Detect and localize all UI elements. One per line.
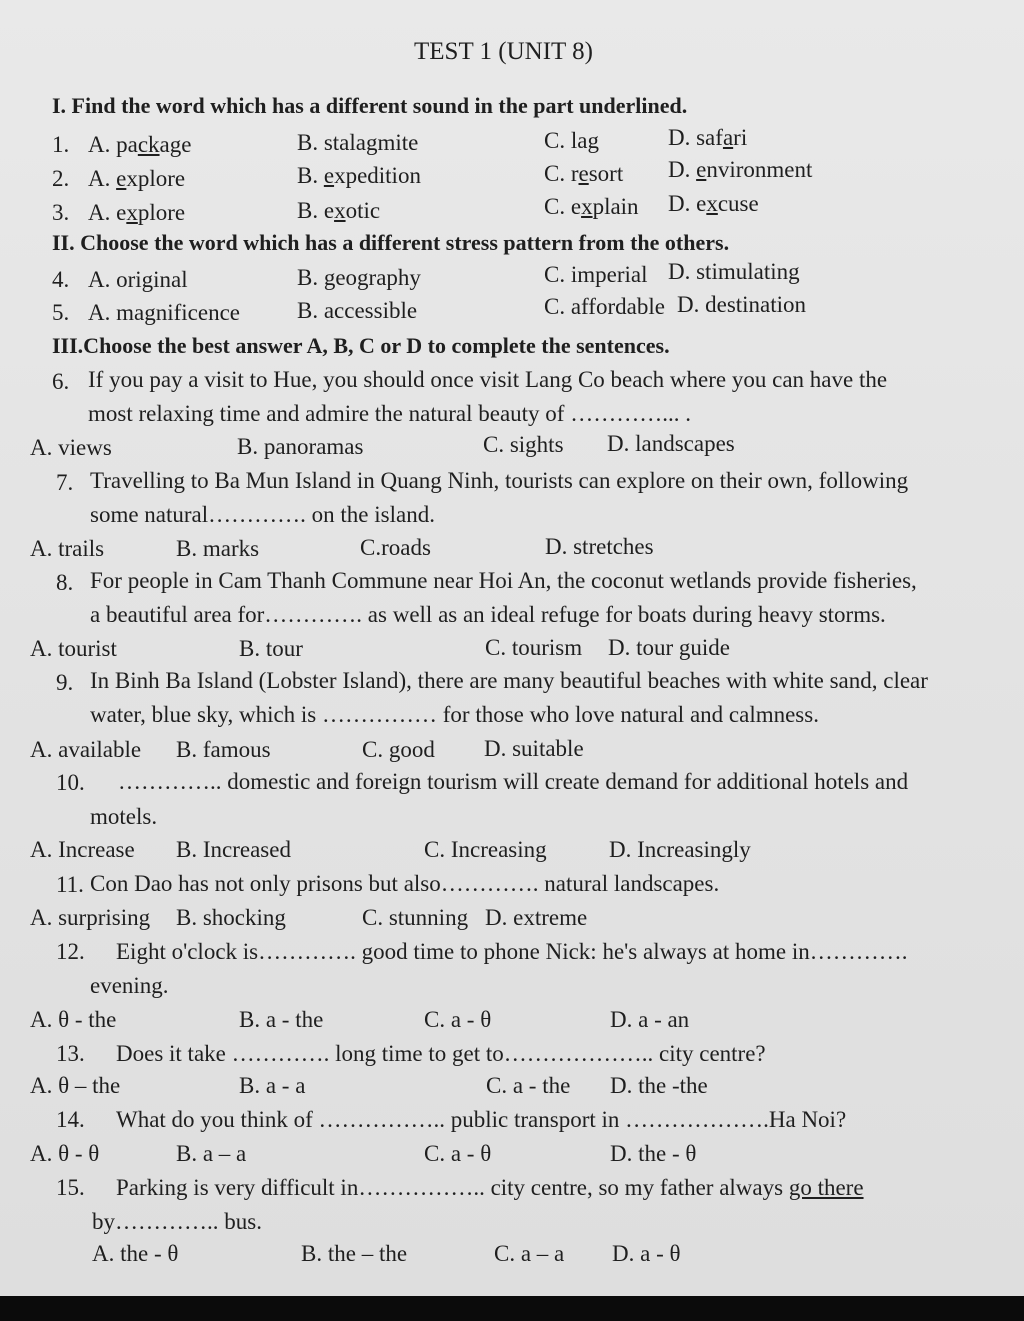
q1-option-c: C. lag — [544, 128, 599, 153]
q14-option-d: D. the - θ — [610, 1141, 697, 1166]
q4-option-b: B. geography — [297, 265, 421, 290]
photo-bottom-border — [0, 1296, 1024, 1321]
q15-text-line-2: by………….. bus. — [92, 1209, 262, 1234]
q10-option-b: B. Increased — [176, 837, 291, 862]
q13-option-c: C. a - the — [486, 1073, 571, 1098]
q12-text-line-1: Eight o'clock is…………. good time to phone Nick: he's always at home in…………. — [116, 939, 908, 964]
q14-option-a: A. θ - θ — [30, 1141, 100, 1166]
q7-text-line-2: some natural…………. on the island. — [90, 502, 435, 527]
q2-option-c: C. resort — [544, 161, 624, 186]
q2-option-b: B. expedition — [297, 163, 421, 188]
q11-option-c: C. stunning — [362, 905, 469, 930]
q8-option-b: B. tour — [239, 636, 303, 661]
q4-option-c: C. imperial — [544, 262, 648, 287]
q12-option-b: B. a - the — [239, 1007, 324, 1032]
q7-option-a: A. trails — [30, 536, 105, 561]
q13-text-line-1: Does it take …………. long time to get to……………….. city centre? — [116, 1041, 766, 1066]
q15-option-b: B. the – the — [301, 1241, 408, 1266]
q6-option-d: D. landscapes — [607, 431, 735, 456]
q5-option-a: A. magnificence — [88, 300, 240, 325]
q2-number: 2. — [52, 166, 70, 191]
q14-option-b: B. a – a — [176, 1141, 247, 1166]
q10-text-line-2: motels. — [90, 804, 158, 829]
q7-text-line-1: Travelling to Ba Mun Island in Quang Ninh, tourists can explore on their own, following — [90, 468, 909, 493]
q10-text-line-1: ………….. domestic and foreign tourism will create demand for additional hotels and — [118, 769, 909, 794]
q13-option-b: B. a - a — [239, 1073, 306, 1098]
q15-option-d: D. a - θ — [612, 1241, 681, 1266]
q14-text-line-1: What do you think of …………….. public transport in ……………….Ha Noi? — [116, 1107, 847, 1132]
q11-option-d: D. extreme — [485, 905, 588, 930]
q1-option-d: D. safari — [668, 125, 748, 150]
q6-option-a: A. views — [30, 435, 112, 460]
q5-option-d: D. destination — [677, 292, 807, 317]
q10-option-a: A. Increase — [30, 837, 135, 862]
q8-text-line-2: a beautiful area for…………. as well as an ideal refuge for boats during heavy storms. — [90, 602, 886, 627]
q12-option-d: D. a - an — [610, 1007, 690, 1032]
q8-option-a: A. tourist — [30, 636, 117, 661]
q6-option-b: B. panoramas — [237, 434, 364, 459]
q3-option-d: D. excuse — [668, 191, 759, 216]
q9-option-a: A. available — [30, 737, 142, 762]
q5-option-c: C. affordable — [544, 294, 665, 319]
q2-option-d: D. environment — [668, 157, 813, 182]
q6-option-c: C. sights — [483, 432, 564, 457]
q7-number: 7. — [56, 470, 74, 495]
page-title: TEST 1 (UNIT 8) — [414, 38, 593, 65]
q10-option-d: D. Increasingly — [609, 837, 751, 862]
q11-text-line-1: Con Dao has not only prisons but also…………. natural landscapes. — [90, 871, 720, 896]
q7-option-c: C.roads — [360, 535, 431, 560]
q7-option-b: B. marks — [176, 536, 260, 561]
q4-option-d: D. stimulating — [668, 259, 800, 284]
q1-option-b: B. stalagmite — [297, 130, 419, 155]
q1-number: 1. — [52, 132, 70, 157]
q9-option-d: D. suitable — [484, 736, 584, 761]
q9-text-line-1: In Binh Ba Island (Lobster Island), there are many beautiful beaches with white sand, clear — [90, 668, 928, 693]
q10-option-c: C. Increasing — [424, 837, 547, 862]
q9-number: 9. — [56, 670, 74, 695]
q12-option-a: A. θ - the — [30, 1007, 117, 1032]
q3-option-b: B. exotic — [297, 198, 381, 223]
q13-option-a: A. θ – the — [30, 1073, 121, 1098]
q13-option-d: D. the -the — [610, 1073, 708, 1098]
q12-text-line-2: evening. — [90, 973, 169, 998]
q7-option-d: D. stretches — [545, 534, 654, 559]
section-3-heading: III.Choose the best answer A, B, C or D to complete the sentences. — [52, 333, 670, 358]
q4-option-a: A. original — [88, 267, 188, 292]
q6-text-line-2: most relaxing time and admire the natural beauty of …………... . — [88, 401, 691, 426]
q15-text-line-1: Parking is very difficult in…………….. city centre, so my father always go there — [116, 1175, 864, 1200]
q8-number: 8. — [56, 570, 74, 595]
q5-number: 5. — [52, 300, 70, 325]
q8-text-line-1: For people in Cam Thanh Commune near Hoi An, the coconut wetlands provide fisheries, — [90, 568, 917, 593]
q14-option-c: C. a - θ — [424, 1141, 492, 1166]
q4-number: 4. — [52, 267, 70, 292]
q12-number: 12. — [56, 939, 85, 964]
q5-option-b: B. accessible — [297, 298, 418, 323]
q11-option-b: B. shocking — [176, 905, 286, 930]
q8-option-d: D. tour guide — [608, 635, 731, 660]
q8-option-c: C. tourism — [485, 635, 583, 660]
q12-option-c: C. a - θ — [424, 1007, 492, 1032]
q14-number: 14. — [56, 1107, 85, 1132]
q13-number: 13. — [56, 1041, 85, 1066]
q6-text-line-1: If you pay a visit to Hue, you should once visit Lang Co beach where you can have the — [88, 367, 888, 392]
q10-number: 10. — [56, 770, 85, 795]
q9-option-c: C. good — [362, 737, 435, 762]
q15-option-a: A. the - θ — [92, 1241, 179, 1266]
q11-option-a: A. surprising — [30, 905, 151, 930]
q9-option-b: B. famous — [176, 737, 271, 762]
q1-option-a: A. package — [88, 132, 192, 157]
q11-number: 11. — [56, 872, 84, 897]
q15-option-c: C. a – a — [494, 1241, 565, 1266]
q3-option-c: C. explain — [544, 194, 639, 219]
q3-option-a: A. explore — [88, 200, 186, 225]
q3-number: 3. — [52, 200, 70, 225]
q15-number: 15. — [56, 1175, 85, 1200]
section-1-heading: I. Find the word which has a different sound in the part underlined. — [52, 93, 688, 118]
q6-number: 6. — [52, 369, 70, 394]
q2-option-a: A. explore — [88, 166, 186, 191]
section-2-heading: II. Choose the word which has a different stress pattern from the others. — [52, 230, 730, 255]
q9-text-line-2: water, blue sky, which is …………… for those who love natural and calmness. — [90, 702, 819, 727]
